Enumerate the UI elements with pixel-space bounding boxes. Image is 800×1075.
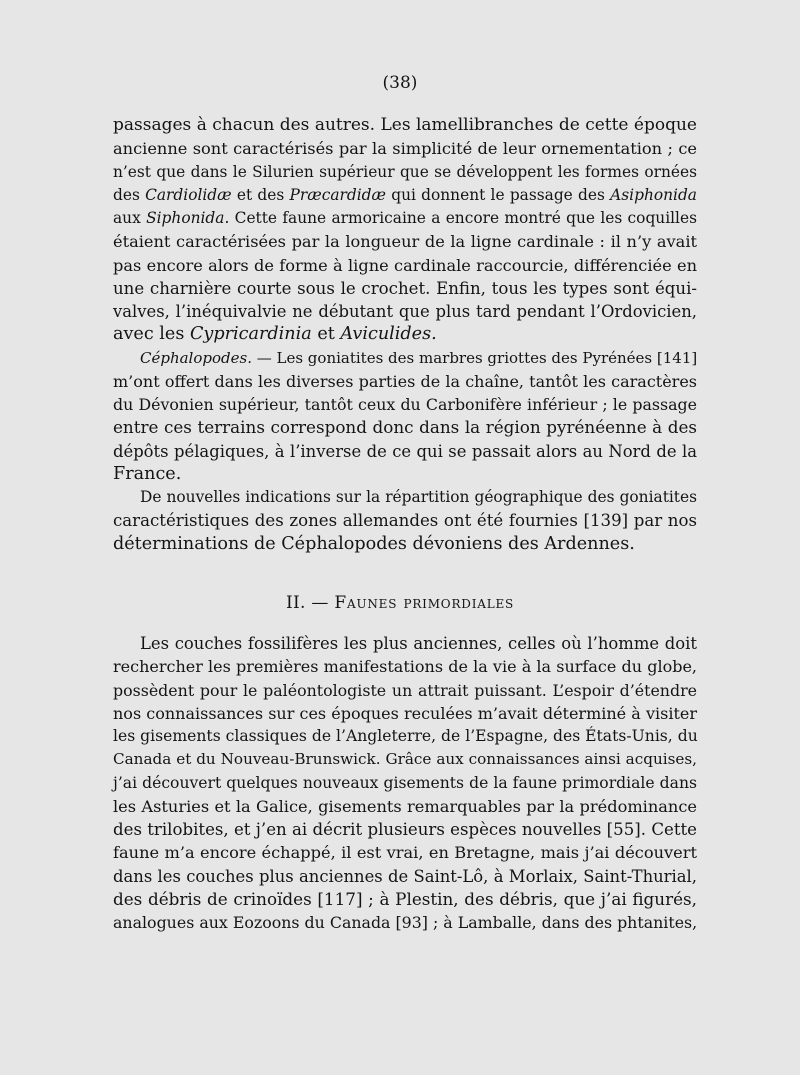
taxon-name: Siphonida. (146, 209, 230, 227)
text-line: nos connaissances sur ces époques reculées m’avait déterminé à visiter (113, 704, 697, 723)
text-line: ancienne sont caractérisés par la simplicité de leur ornementation ; ce (113, 139, 697, 158)
taxon-name: Asiphonida (610, 186, 697, 204)
text-line: dans les couches plus anciennes de Saint-Lô, à Morlaix, Saint-Thurial, (113, 867, 697, 886)
page-number: (38) (382, 73, 418, 93)
text-line: dépôts pélagiques, à l’inverse de ce qui se passait alors au Nord de la (113, 442, 697, 461)
taxon-name: Cypricardinia (189, 324, 312, 344)
text-line: valves, l’inéquivalvie ne débutant que plus tard pendant l’Ordovicien, (113, 302, 697, 321)
text-line: des Cardiolidæ et des Præcardidæ qui donnent le passage des Asiphonida (113, 186, 697, 204)
text-line: aux Siphonida. Cette faune armoricaine a encore montré que les coquilles (113, 209, 697, 227)
text-line: des débris de crinoïdes [117] ; à Plestin, des débris, que j’ai figurés, (113, 889, 697, 909)
text-line: déterminations de Céphalopodes dévoniens des Ardennes. (113, 534, 635, 554)
taxon-name: Cardiolidæ (145, 186, 232, 204)
text-line: j’ai découvert quelques nouveaux gisements de la faune primordiale dans (113, 774, 697, 792)
text-line: pas encore alors de forme à ligne cardinale raccourcie, différenciée en (113, 256, 697, 275)
text-line: analogues aux Eozoons du Canada [93] ; à Lamballe, dans des phtanites, (113, 913, 698, 932)
run-in-heading: Céphalopodes. (140, 349, 252, 367)
text-line: étaient caractérisées par la longueur de la ligne cardinale : il n’y avait (113, 232, 697, 251)
text-line: possèdent pour le paléontologiste un attrait puissant. L’espoir d’étendre (113, 681, 697, 700)
taxon-name: Præcardidæ (289, 186, 386, 204)
text-line: m’ont offert dans les diverses parties de la chaîne, tantôt les caractères (113, 372, 697, 391)
text-line: n’est que dans le Silurien supérieur que se développent les formes ornées (113, 163, 697, 181)
text-line: Céphalopodes. — Les goniatites des marbres griottes des Pyrénées [141] (140, 349, 698, 367)
text-line: les Asturies et la Galice, gisements remarquables par la prédominance (113, 797, 697, 816)
text-line: De nouvelles indications sur la répartition géographique des goniatites (140, 488, 697, 506)
section-heading: II. — Faunes primordiales (285, 593, 515, 613)
text-line: Les couches fossilifères les plus anciennes, celles où l’homme doit (140, 634, 697, 653)
text-line: France. (113, 464, 182, 484)
text-line: faune m’a encore échappé, il est vrai, en Bretagne, mais j’ai découvert (113, 843, 697, 862)
text-line: avec les Cypricardinia et Aviculides. (113, 324, 437, 344)
text-line: entre ces terrains correspond donc dans la région pyrénéenne à des (113, 417, 697, 437)
text-line: les gisements classiques de l’Angleterre, de l’Espagne, des États-Unis, du (113, 727, 698, 745)
taxon-name: Aviculides. (340, 324, 437, 344)
text-line: des trilobites, et j’en ai décrit plusieurs espèces nouvelles [55]. Cette (113, 820, 697, 839)
text-line: une charnière courte sous le crochet. Enfin, tous les types sont équi- (113, 279, 697, 298)
text-line: du Dévonien supérieur, tantôt ceux du Carbonifère inférieur ; le passage (113, 395, 697, 414)
text-line: passages à chacun des autres. Les lamellibranches de cette époque (113, 115, 697, 135)
text-line: Canada et du Nouveau-Brunswick. Grâce aux connaissances ainsi acquises, (113, 750, 697, 768)
text-line: caractéristiques des zones allemandes ont été fournies [139] par nos (113, 511, 697, 530)
text-line: rechercher les premières manifestations de la vie à la surface du globe, (113, 657, 697, 676)
